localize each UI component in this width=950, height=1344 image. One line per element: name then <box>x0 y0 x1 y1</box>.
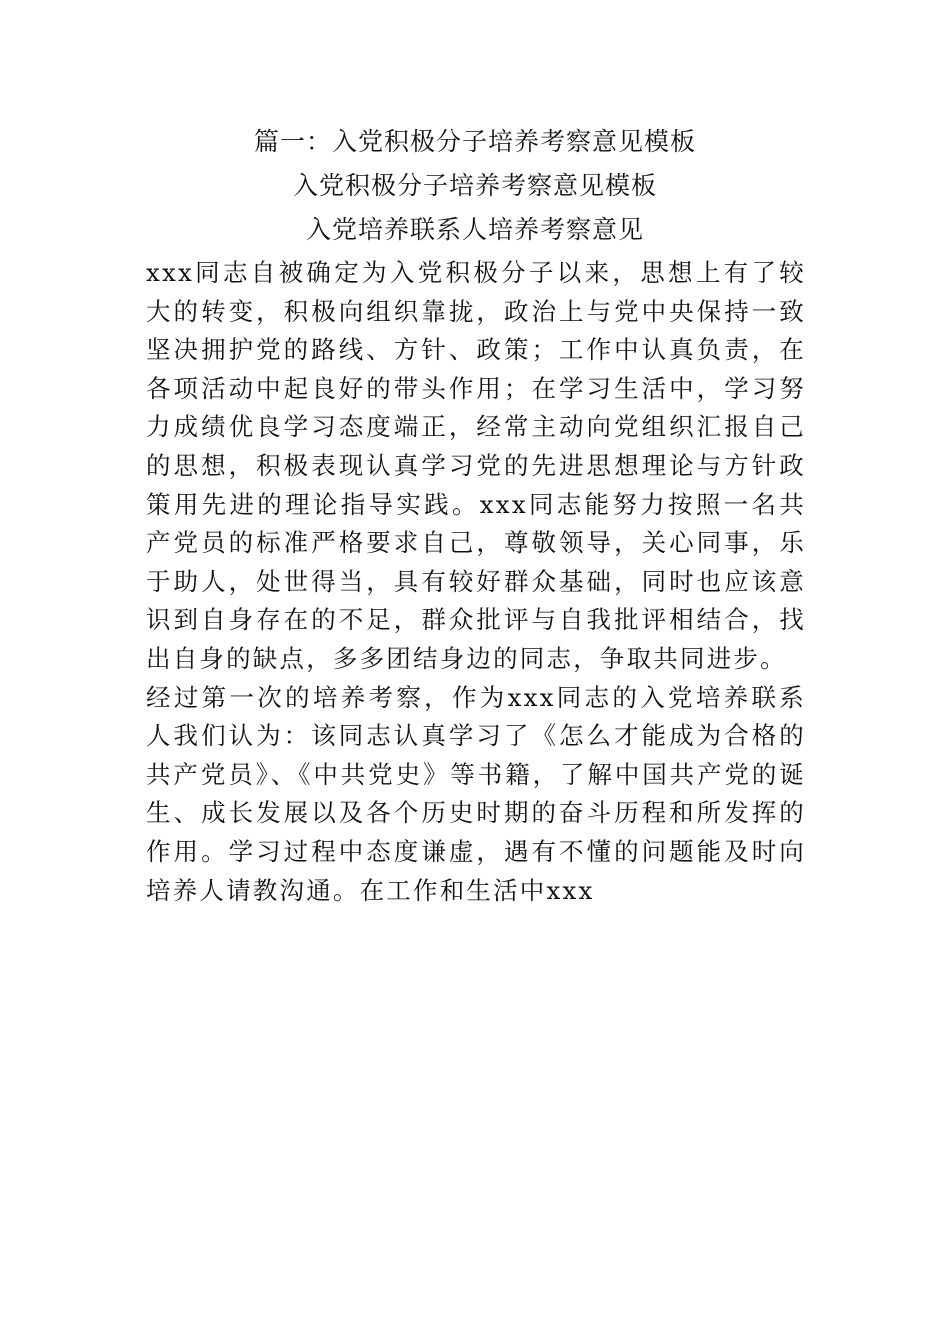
subtitle: 入党积极分子培养考察意见模板 <box>292 171 657 200</box>
document-headings <box>0 120 950 252</box>
document-body <box>146 254 806 910</box>
paragraph: xxx同志自被确定为入党积极分子以来，思想上有了较大的转变，积极向组织靠拢，政治上与党中央保持一致坚决拥护党的路线、方针、政策；工作中认真负责，在各项活动中起良好的带头作用；在学习生活中，学习努力成绩优良学习态度端正，经常主动向党组织汇报自己的思想，积极表现认真学习党的先进思想理论与方针政策用先进的理论指导实践。xxx同志能努力按照一名共产党员的标准严格要求自己，尊敬领导，关心同事，乐于助人，处世得当，具有较好群众基础，同时也应该意识到自身存在的不足，群众批评与自我批评相结合，找出自身的缺点，多多团结身边的同志，争取共同进步。 <box>146 258 806 673</box>
section-title: 入党培养联系人培养考察意见 <box>305 215 644 244</box>
main-title: 篇一：入党积极分子培养考察意见模板 <box>253 127 696 156</box>
paragraph: 经过第一次的培养考察，作为xxx同志的入党培养联系人我们认为：该同志认真学习了《怎么才能成为合格的共产党员》、《中共党史》等书籍，了解中国共产党的诞生、成长发展以及各个历史时期的奋斗历程和所发挥的作用。学习过程中态度谦虚，遇有不懂的问题能及时向培养人请教沟通。在工作和生活中xxx <box>146 682 806 905</box>
